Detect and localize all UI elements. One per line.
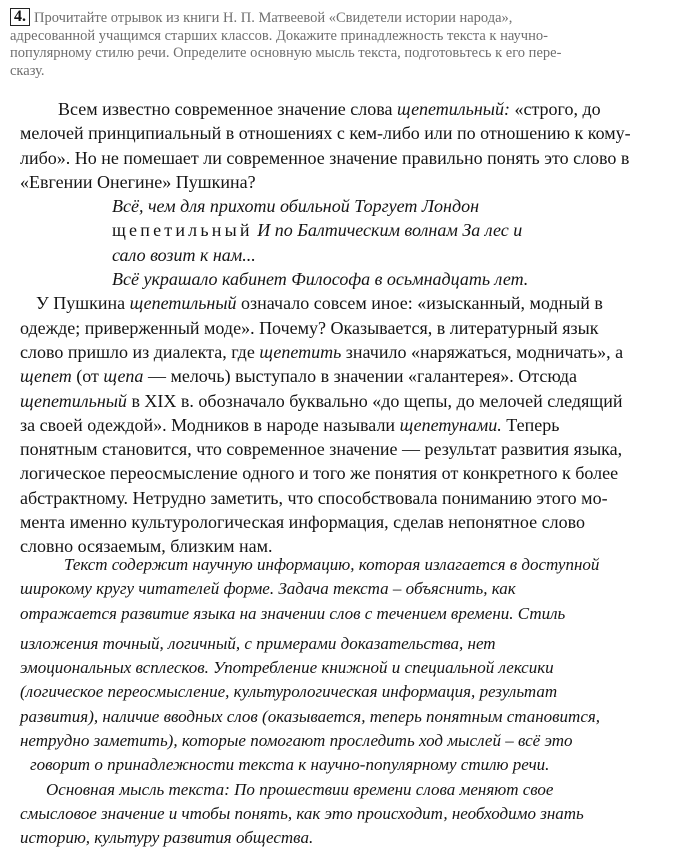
task-text: Прочитайте отрывок из книги Н. П. Матвеевой «Свидетели истории народа», xyxy=(34,10,513,26)
task-line: сказу. xyxy=(10,62,45,79)
text-fragment: за своей одеждой». Модников в народе называли xyxy=(20,414,400,435)
text-line xyxy=(20,413,688,437)
text-line: понятным становится, что современное значение — результат развития языка, xyxy=(20,439,623,460)
text-line xyxy=(20,340,688,364)
answer-line: развития), наличие вводных слов (оказывается, теперь понятным становится, xyxy=(20,706,601,726)
answer-line: историю, культуру развития общества. xyxy=(20,828,314,848)
text-line xyxy=(20,389,688,413)
italic-term: щепетильный xyxy=(20,390,127,411)
text-fragment: слово пришло из диалекта, где xyxy=(20,341,260,362)
verse-line: Всё украшало кабинет Философа в осьмнадцать лет. xyxy=(112,269,529,290)
answer-line: широкому кругу читателей форме. Задача текста – объяснить, как xyxy=(20,579,516,599)
text-line: либо». Но не помешает ли современное значение правильно понять это слово в xyxy=(20,147,630,168)
verse-line: Всё, чем для прихоти обильной Торгует Лондон xyxy=(112,196,480,217)
text-fragment: — мелочь) выступало в значении «галантерея». Отсюда xyxy=(143,366,578,387)
task-instructions xyxy=(10,8,694,80)
task-line: адресованной учащимся старших классов. Докажите принадлежность текста к научно- xyxy=(10,27,548,44)
answer-line xyxy=(20,778,688,802)
text-line: мелочей принципиальный в отношениях с кем-либо или по отношению к кому- xyxy=(20,123,631,144)
task-line: популярному стилю речи. Определите основную мысль текста, подготовьтесь к его пере- xyxy=(10,45,562,61)
text-fragment: У Пушкина xyxy=(36,293,130,314)
italic-term: щепетильный xyxy=(129,293,237,314)
text-fragment: (от xyxy=(71,366,104,387)
task-number-box: 4. xyxy=(10,8,30,26)
excerpt-text xyxy=(20,97,688,559)
text-line xyxy=(20,291,688,315)
verse-line xyxy=(20,218,688,242)
italic-term: щепетунами. xyxy=(399,414,502,435)
text-line: мента именно культурологическая информация, сделав непонятное слово xyxy=(20,512,585,533)
verse-line: сало возит к нам... xyxy=(112,244,256,265)
text-line xyxy=(20,97,688,121)
answer-line: (логическое переосмысление, культурологическая информация, результат xyxy=(20,682,558,702)
task-line xyxy=(10,8,694,28)
answer-line: смысловое значение и чтобы понять, как это происходит, необходимо знать xyxy=(20,803,584,823)
italic-term: щепет xyxy=(20,366,72,387)
text-fragment: «строго, до xyxy=(509,99,601,119)
answer-line: эмоциональных всплесков. Употребление книжной и специальной лексики xyxy=(20,658,554,678)
text-fragment: : По прошествии времени слова меняют свое xyxy=(224,779,554,799)
text-fragment: Теперь xyxy=(501,414,560,435)
text-line: абстрактному. Нетрудно заметить, что способствовала пониманию этого мо- xyxy=(20,487,608,508)
text-line: «Евгении Онегине» Пушкина? xyxy=(20,171,256,192)
answer-line: нетрудно заметить), которые помогают проследить ход мыслей – всё это xyxy=(20,731,573,751)
main-idea-label: Основная мысль текста xyxy=(46,779,225,799)
text-line: одежде; приверженный моде». Почему? Оказывается, в литературный язык xyxy=(20,317,599,338)
verse-fragment: И по Балтическим волнам За лес и xyxy=(252,220,523,241)
text-fragment: Всем известно современное значение слова xyxy=(58,99,398,119)
italic-term: щепетить xyxy=(259,341,342,362)
text-line: словно осязаемым, близким нам. xyxy=(20,536,273,557)
spaced-word: щепетильный xyxy=(112,220,253,241)
text-fragment: значило «наряжаться, модничать», а xyxy=(341,341,624,362)
text-line: логическое переосмысление одного и того же понятия от конкретного к более xyxy=(20,463,619,484)
text-fragment: в XIX в. обозначало буквально «до щепы, до мелочей следящий xyxy=(126,390,623,411)
text-line xyxy=(20,364,688,388)
answer-line: говорит о принадлежности текста к научно-популярному стилю речи. xyxy=(30,755,550,775)
answer-text xyxy=(20,553,688,851)
answer-line: отражается развитие языка на значении слов с течением времени. Стиль xyxy=(20,603,566,623)
italic-term: щепетильный: xyxy=(397,99,510,119)
answer-line: Текст содержит научную информацию, которая излагается в доступной xyxy=(64,555,600,574)
text-fragment: означало совсем иное: «изысканный, модный в xyxy=(236,293,603,314)
answer-line: изложения точный, логичный, с примерами доказательства, нет xyxy=(20,633,496,653)
italic-term: щепа xyxy=(103,366,144,387)
